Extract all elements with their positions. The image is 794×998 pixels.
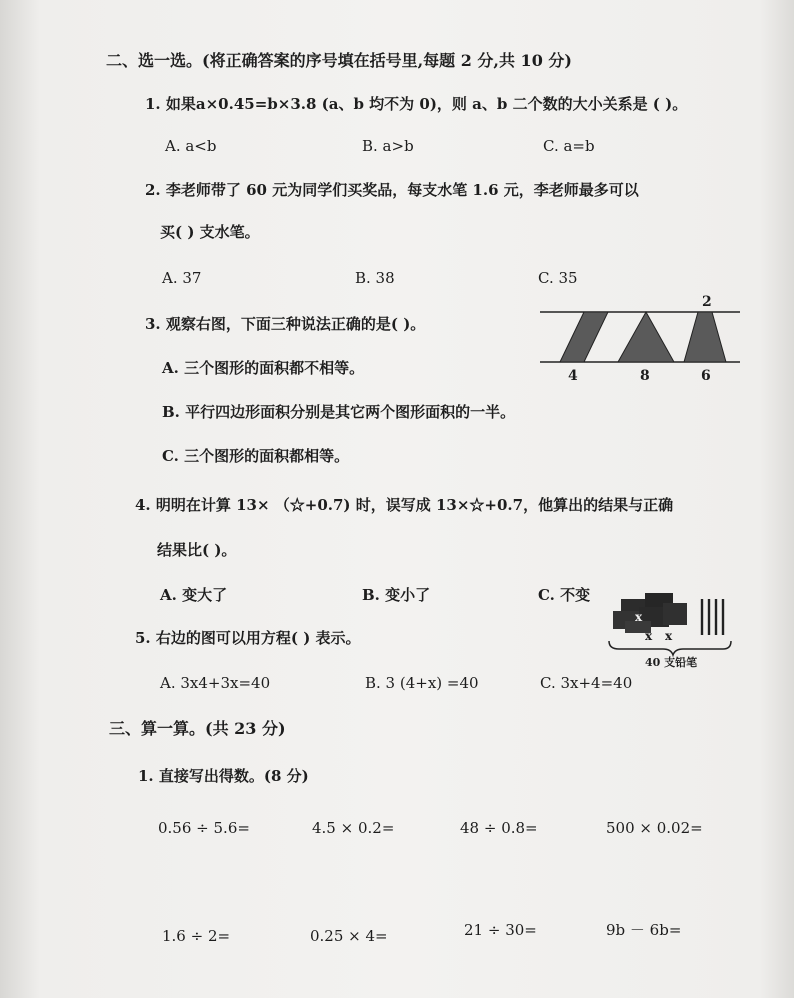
- box-label-x: x: [645, 629, 653, 643]
- q3-option-c: C. 三个图形的面积都相等。: [162, 447, 350, 465]
- calc-item: 21 ÷ 30=: [464, 921, 537, 939]
- q4-stem-line1: 4. 明明在计算 13× （☆+0.7) 时，误写成 13×☆+0.7，他算出的结果与正确: [135, 496, 674, 514]
- q2-option-b: B. 38: [355, 269, 395, 287]
- q4-option-c: C. 不变: [538, 586, 591, 604]
- calc-item: 500 × 0.02=: [606, 819, 703, 837]
- calc-item: 0.25 × 4=: [310, 927, 388, 945]
- q3-option-a: A. 三个图形的面积都不相等。: [162, 359, 365, 377]
- q5-option-c: C. 3x+4=40: [540, 674, 633, 692]
- q2-stem-line1: 2. 李老师带了 60 元为同学们买奖品，每支水笔 1.6 元，李老师最多可以: [145, 181, 639, 199]
- section2-title: 二、选一选。(将正确答案的序号填在括号里,每题 2 分,共 10 分): [106, 51, 572, 70]
- q2-stem-line2: 买( ) 支水笔。: [160, 223, 260, 241]
- trapezoid-shape: [684, 312, 726, 362]
- box-label-x: x: [665, 629, 673, 643]
- calc-item: 9b － 6b=: [606, 921, 682, 939]
- triangle-shape: [618, 312, 674, 362]
- loose-pencils: [702, 599, 723, 635]
- q1-option-b: B. a>b: [362, 137, 414, 155]
- q4-option-a: A. 变大了: [160, 586, 228, 604]
- section3-title: 三、算一算。(共 23 分): [109, 719, 286, 738]
- q5-pencil-boxes-figure: [605, 585, 745, 670]
- figure-label-base1: 4: [568, 368, 578, 384]
- q5-option-a: A. 3x4+3x=40: [160, 674, 271, 692]
- q3-option-b: B. 平行四边形面积分别是其它两个图形面积的一半。: [162, 403, 516, 421]
- q2-option-c: C. 35: [538, 269, 578, 287]
- q5-stem: 5. 右边的图可以用方程( ) 表示。: [135, 629, 361, 647]
- q1-option-a: A. a<b: [165, 137, 217, 155]
- q3-shapes-figure: [540, 292, 740, 384]
- q4-option-b: B. 变小了: [362, 586, 431, 604]
- brace: [609, 641, 731, 655]
- q5-option-b: B. 3 (4+x) =40: [365, 674, 479, 692]
- pencil-box: [663, 603, 687, 625]
- calc-item: 4.5 × 0.2=: [312, 819, 395, 837]
- figure-label-base2: 8: [640, 368, 650, 384]
- q1-stem: 1. 如果a×0.45=b×3.8 (a、b 均不为 0)，则 a、b 二个数的大小关系是 ( )。: [145, 95, 688, 113]
- calc-item: 0.56 ÷ 5.6=: [158, 819, 250, 837]
- calc-item: 1.6 ÷ 2=: [162, 927, 231, 945]
- figure-label-base3: 6: [701, 368, 711, 384]
- q3-stem: 3. 观察右图，下面三种说法正确的是( )。: [145, 315, 426, 333]
- q1-option-c: C. a=b: [543, 137, 595, 155]
- q2-option-a: A. 37: [162, 269, 202, 287]
- calc-item: 48 ÷ 0.8=: [460, 819, 538, 837]
- parallelogram-shape: [560, 312, 608, 362]
- section3-sub1: 1. 直接写出得数。(8 分): [138, 767, 309, 785]
- box-label-x: x: [635, 610, 643, 624]
- figure-caption: 40 支铅笔: [645, 656, 698, 669]
- q4-stem-line2: 结果比( )。: [157, 541, 237, 559]
- figure-label-top: 2: [702, 294, 712, 310]
